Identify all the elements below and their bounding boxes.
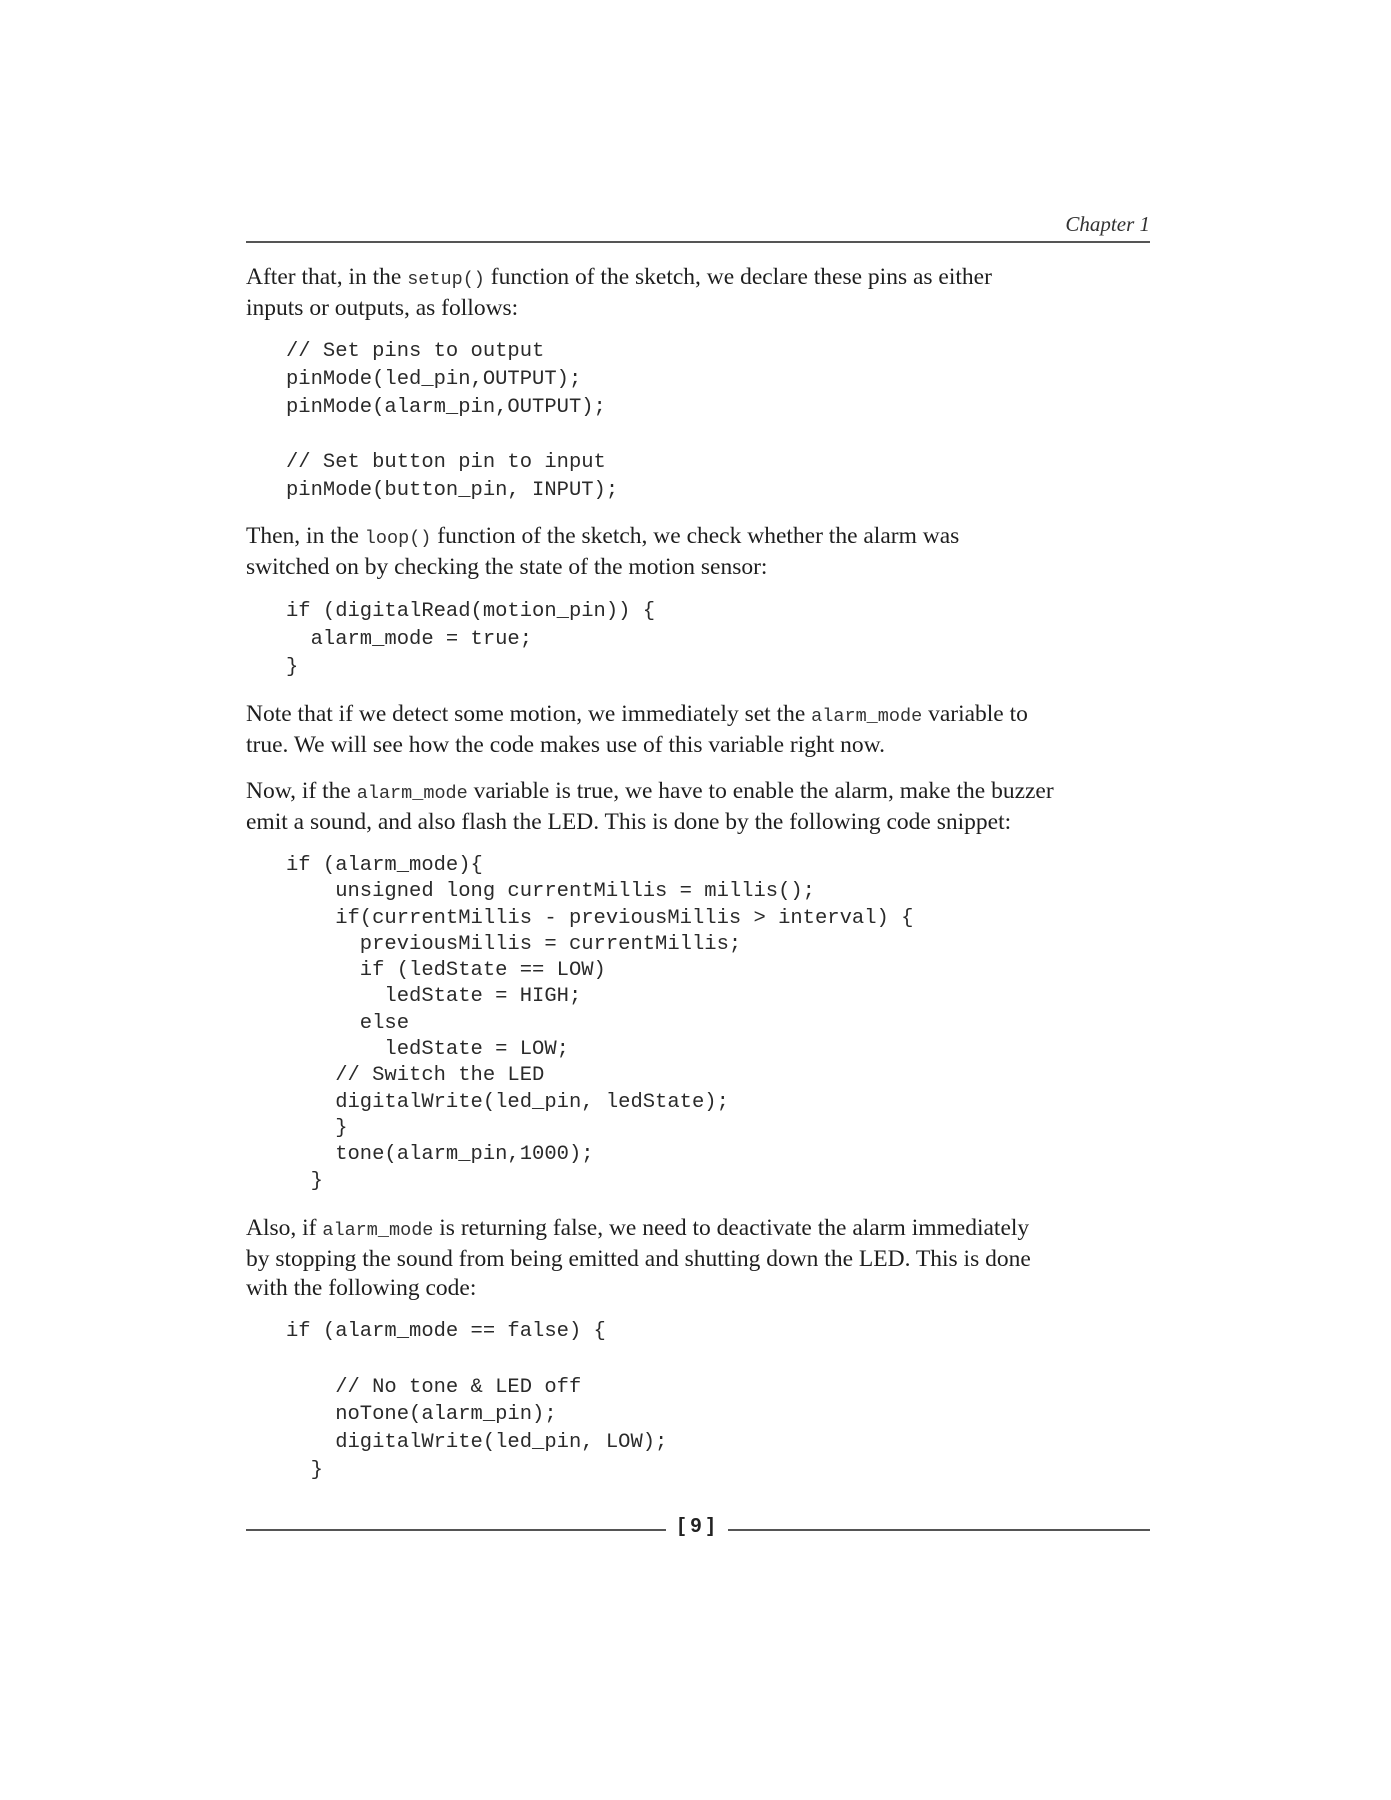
text: is returning false, we need to deactivate the alarm immediately (433, 1215, 1030, 1241)
code-line (286, 1346, 667, 1374)
code-line: noTone(alarm_pin); (286, 1403, 557, 1427)
inline-code: alarm_mode (356, 783, 468, 804)
code-block-pinmode (286, 338, 618, 505)
code-line: } (286, 1458, 323, 1482)
code-line: pinMode(alarm_pin,OUTPUT); (286, 395, 606, 419)
inline-code: alarm_mode (811, 706, 923, 727)
code-line: pinMode(led_pin,OUTPUT); (286, 367, 582, 391)
text: function of the sketch, we declare these pins as either (484, 264, 992, 290)
code-line: } (286, 1116, 348, 1140)
code-line: tone(alarm_pin,1000); (286, 1143, 594, 1167)
code-line: if(currentMillis - previousMillis > interval) { (286, 906, 914, 930)
footer-rule-right (728, 1529, 1150, 1531)
code-line: digitalWrite(led_pin, ledState); (286, 1090, 729, 1114)
code-line: ledState = LOW; (286, 1038, 569, 1062)
code-line: else (286, 1011, 410, 1035)
inline-code: loop() (364, 528, 432, 549)
paragraph-note (246, 700, 1150, 760)
code-line: // Switch the LED (286, 1064, 545, 1088)
chapter-header: Chapter 1 (1065, 212, 1150, 236)
code-line: // Set pins to output (286, 340, 545, 363)
header-rule (246, 241, 1150, 243)
text: Now, if the (246, 778, 357, 804)
text: Note that if we detect some motion, we immediately set the (246, 701, 812, 727)
code-line: digitalWrite(led_pin, LOW); (286, 1431, 668, 1455)
code-line: } (286, 655, 299, 679)
code-line: unsigned long currentMillis = millis(); (286, 880, 815, 904)
code-line: if (alarm_mode == false) { (286, 1320, 606, 1343)
paragraph-loop (246, 522, 1150, 582)
text: After that, in the (246, 264, 408, 290)
text: with the following code: (246, 1275, 477, 1301)
text: inputs or outputs, as follows: (246, 295, 519, 321)
code-line: ledState = HIGH; (286, 985, 582, 1009)
code-block-alarm (286, 853, 913, 1195)
code-line (286, 421, 618, 449)
text: switched on by checking the state of the motion sensor: (246, 554, 768, 580)
code-line: // No tone & LED off (286, 1375, 582, 1399)
footer-rule-left (246, 1529, 666, 1531)
text: variable to (922, 701, 1028, 727)
paragraph-alarm-mode (246, 777, 1150, 837)
text: true. We will see how the code makes use of this variable right now. (246, 732, 885, 758)
code-line: alarm_mode = true; (286, 627, 533, 651)
code-line: previousMillis = currentMillis; (286, 932, 742, 956)
code-line: if (digitalRead(motion_pin)) { (286, 600, 656, 623)
page-number: [ 9 ] (678, 1515, 714, 1537)
text: variable is true, we have to enable the alarm, make the buzzer (467, 778, 1054, 804)
inline-code: setup() (407, 269, 485, 290)
paragraph-deactivate (246, 1214, 1150, 1303)
code-line: } (286, 1169, 323, 1193)
code-line: pinMode(button_pin, INPUT); (286, 478, 619, 502)
paragraph-setup (246, 263, 1150, 323)
text: Also, if (246, 1215, 323, 1241)
code-block-deactivate (286, 1318, 667, 1485)
text: by stopping the sound from being emitted and shutting down the LED. This is done (246, 1246, 1031, 1272)
code-block-motion (286, 598, 655, 681)
code-line: // Set button pin to input (286, 451, 606, 475)
text: Then, in the (246, 523, 365, 549)
text: emit a sound, and also flash the LED. This is done by the following code snippet: (246, 809, 1012, 835)
inline-code: alarm_mode (322, 1220, 434, 1241)
code-line: if (alarm_mode){ (286, 854, 483, 877)
text: function of the sketch, we check whether the alarm was (431, 523, 960, 549)
code-line: if (ledState == LOW) (286, 959, 606, 983)
